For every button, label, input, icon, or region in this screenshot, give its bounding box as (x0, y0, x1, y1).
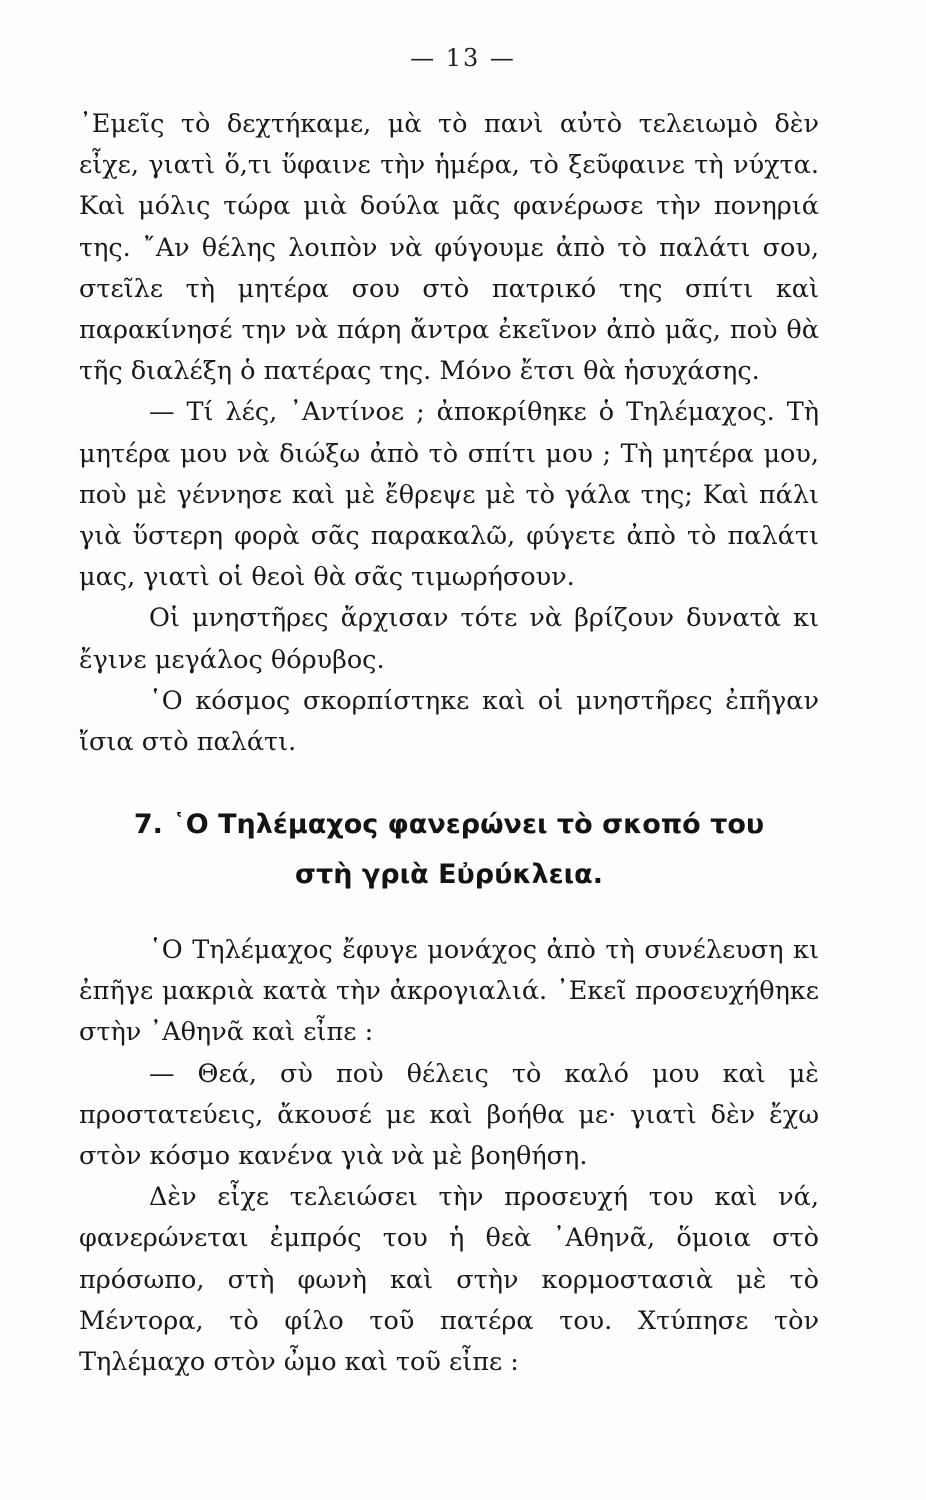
section-1-text (79, 104, 819, 763)
paragraph: — Θεά, σὺ ποὺ θέλεις τὸ καλό μου καὶ μὲ προστατεύεις, ἄκουσέ με καὶ βοήθα με· γιατὶ δὲν ἔχω στὸν κόσμο κανένα γιὰ νὰ μὲ βοηθήση. (79, 1058, 819, 1172)
paragraph: ῾Ο Τηλέμαχος ἔφυγε μονάχος ἀπὸ τὴ συνέλευση κι ἐπῆγε μακριὰ κατὰ τὴν ἀκρογιαλιά. ᾿Εκεῖ προσευχήθηκε στὴν ᾿Αθηνᾶ καὶ εἶπε : (79, 935, 819, 1048)
page-number: — 13 — (410, 44, 516, 72)
paragraph: Οἱ μνηστῆρες ἄρχισαν τότε νὰ βρίζουν δυνατὰ κι ἔγινε μεγάλος θόρυβος. (79, 603, 819, 675)
paragraph: Δὲν εἶχε τελειώσει τὴν προσευχή του καὶ νά, φανερώνεται ἐμπρός του ἡ θεὰ ᾿Αθηνᾶ, ὅμοια στὸ πρόσωπο, στὴ φωνὴ καὶ στὴν κορμοστασιὰ μὲ τὸ Μέντορα, τὸ φίλο τοῦ πατέρα του. Χτύπησε τὸν Τηλέμαχο στὸν ὦμο καὶ τοῦ εἶπε : (79, 1182, 819, 1378)
chapter-heading-line-1: 7. ῾Ο Τηλέμαχος φανερώνει τὸ σκοπό του (133, 809, 765, 840)
paragraph: — Τί λές, ᾿Αντίνοε ; ἀποκρίθηκε ὁ Τηλέμαχος. Τὴ μητέρα μου νὰ διώξω ἀπὸ τὸ σπίτι μου ; Τὴ μητέρα μου, ποὺ μὲ γέννησε καὶ μὲ ἔθρεψε μὲ τὸ γάλα της; Καὶ πάλι γιὰ ὕστερη φορὰ σᾶς παρακαλῶ, φύγετε ἀπὸ τὸ παλάτι μας, γιατὶ οἱ θεοὶ θὰ σᾶς τιμωρήσουν. (79, 397, 819, 593)
section-2-text (79, 930, 819, 1383)
paragraph: ῾Ο κόσμος σκορπίστηκε καὶ οἱ μνηστῆρες ἐπῆγαν ἴσια στὸ παλάτι. (79, 685, 819, 758)
paragraph: ᾿Εμεῖς τὸ δεχτήκαμε, μὰ τὸ πανὶ αὐτὸ τελειωμὸ δὲν εἶχε, γιατὶ ὅ,τι ὕφαινε τὴν ἡμέρα, τὸ ξεῦφαινε τὴ νύχτα. Καὶ μόλις τώρα μιὰ δούλα μᾶς φανέρωσε τὴν πονηριά της. ῎Αν θέλης λοιπὸν νὰ φύγουμε ἀπὸ τὸ παλάτι σου, στεῖλε τὴ μητέρα σου στὸ πατρικό της σπίτι καὶ παρακίνησέ την νὰ πάρη ἄντρα ἐκεῖνον ἀπὸ μᾶς, ποὺ θὰ τῆς διαλέξη ὁ πατέρας της. Μόνο ἔτσι θὰ ἡσυχάσης. (79, 109, 819, 387)
chapter-heading (79, 800, 819, 900)
chapter-heading-line-2: στὴ γριὰ Εὐρύκλεια. (295, 859, 603, 890)
